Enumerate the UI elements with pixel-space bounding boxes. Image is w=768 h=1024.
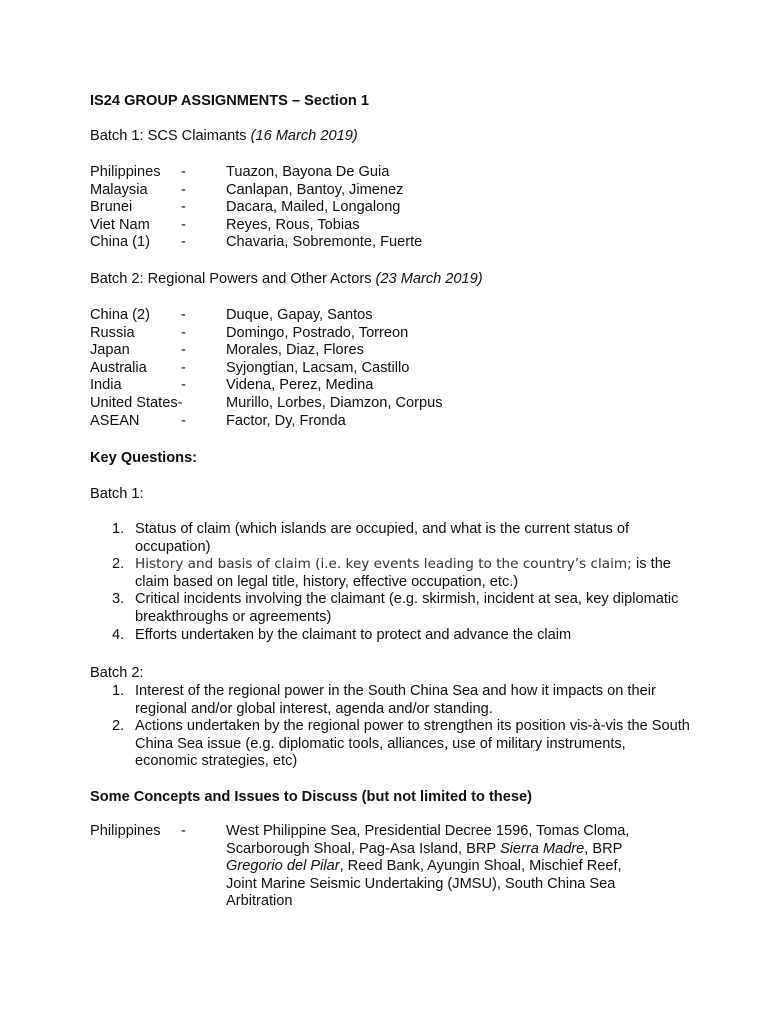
concepts-italic-1: Sierra Madre: [499, 840, 585, 857]
list-item: [90, 521, 690, 556]
dash: -: [181, 307, 186, 323]
dash: -: [181, 342, 186, 359]
group-members: Factor, Dy, Fronda: [226, 412, 346, 429]
batch1-heading-text: Batch 1: SCS Claimants: [90, 128, 251, 144]
batch1-questions-label: Batch 1:: [90, 486, 144, 502]
group-members: Domingo, Postrado, Torreon: [226, 324, 409, 341]
list-text: Actions undertaken by the regional power to strengthen its position vis-à-vis the South China Sea issue (e.g. diplomatic tools, alliances, use of military instruments, economic strategies, etc): [135, 718, 690, 770]
dash: -: [181, 234, 186, 251]
batch2-questions-list: [90, 683, 690, 771]
dash: -: [181, 181, 186, 198]
concepts-italic-2: Gregorio del Pilar: [226, 858, 340, 875]
dash: -: [181, 359, 186, 376]
list-item: [90, 718, 690, 771]
country-name: India: [90, 377, 122, 394]
list-text-alt-font: History and basis of claim (i.e. key events leading to the country’s claim;: [135, 556, 637, 573]
list-text: is the claim based on legal title, history, effective occupation, etc.): [135, 556, 671, 590]
list-text: Interest of the regional power in the South China Sea and how it impacts on their regional and/or global interest, agenda and/or standing.: [135, 683, 656, 717]
group-members: Chavaria, Sobremonte, Fuerte: [226, 234, 423, 251]
country-name: Malaysia: [90, 181, 148, 198]
group-members: Canlapan, Bantoy, Jimenez: [226, 181, 404, 198]
dash: -: [181, 412, 186, 429]
list-number: 1.: [112, 683, 125, 699]
dash: -: [181, 164, 186, 180]
concepts-heading: Some Concepts and Issues to Discuss (but not limited to these): [90, 789, 532, 805]
document-title: IS24 GROUP ASSIGNMENTS – Section 1: [90, 93, 369, 109]
concepts-text: [226, 823, 656, 911]
group-members: Dacara, Mailed, Longalong: [226, 199, 401, 216]
list-number: 4.: [112, 626, 125, 643]
dash: -: [181, 324, 186, 341]
country-name: China (1): [90, 234, 151, 251]
list-item: [90, 556, 690, 591]
list-item: [90, 591, 690, 626]
batch2-questions-label: Batch 2:: [90, 665, 144, 681]
list-item: [90, 683, 690, 718]
list-text: Status of claim (which islands are occupied, and what is the current status of occupation): [135, 521, 629, 555]
list-item: [90, 627, 690, 645]
list-text: Efforts undertaken by the claimant to protect and advance the claim: [135, 626, 572, 643]
list-number: 1.: [112, 521, 125, 537]
dash: -: [181, 199, 186, 216]
country-name: Brunei: [90, 199, 133, 216]
dash: -: [181, 377, 186, 394]
concepts-text-1: West Philippine Sea, Presidential Decree 1596, Tomas Cloma, Scarborough Shoal, Pag-Asa Island, BRP: [226, 823, 630, 857]
list-number: 2.: [112, 556, 125, 573]
group-members: Murillo, Lorbes, Diamzon, Corpus: [226, 394, 443, 411]
batch2-date: (23 March 2019): [375, 271, 483, 287]
list-number: 2.: [112, 718, 125, 735]
batch2-heading: [90, 271, 483, 289]
country-name: Philippines: [90, 164, 161, 180]
group-members: Syjongtian, Lacsam, Castillo: [226, 359, 410, 376]
dash: -: [181, 823, 186, 839]
concepts-text-2: , BRP: [584, 840, 623, 857]
country-name: Russia: [90, 324, 135, 341]
country-name: Philippines: [90, 823, 161, 839]
country-name: United States-: [90, 394, 183, 411]
list-text: Critical incidents involving the claimant (e.g. skirmish, incident at sea, key diplomatic breakthroughs or agreements): [135, 591, 679, 625]
batch1-date: (16 March 2019): [250, 128, 358, 144]
country-name: Viet Nam: [90, 216, 150, 233]
group-members: Tuazon, Bayona De Guia: [226, 164, 390, 180]
batch1-heading: [90, 128, 358, 146]
group-members: Videna, Perez, Medina: [226, 377, 374, 394]
country-name: Australia: [90, 359, 147, 376]
key-questions-heading: Key Questions:: [90, 450, 198, 466]
group-members: Morales, Diaz, Flores: [226, 342, 364, 359]
list-number: 3.: [112, 591, 125, 608]
country-name: ASEAN: [90, 412, 140, 429]
group-members: Duque, Gapay, Santos: [226, 307, 373, 323]
batch1-questions-list: [90, 521, 690, 644]
country-name: Japan: [90, 342, 130, 359]
dash: -: [181, 216, 186, 233]
group-members: Reyes, Rous, Tobias: [226, 216, 360, 233]
country-name: China (2): [90, 307, 151, 323]
batch2-heading-text: Batch 2: Regional Powers and Other Actors: [90, 271, 376, 287]
concepts-text-3: , Reed Bank, Ayungin Shoal, Mischief Reef, Joint Marine Seismic Undertaking (JMSU), South China Sea Arbitration: [226, 858, 622, 910]
